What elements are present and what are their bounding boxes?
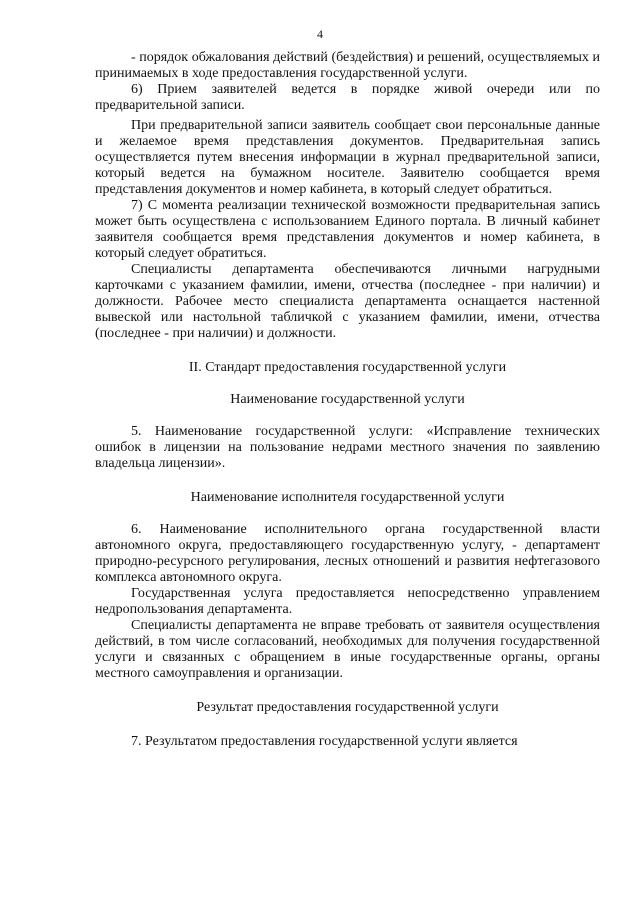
paragraph-6: 6. Наименование исполнительного органа государственной власти автономного округа, предоставляющего государственную услугу, - департамент природно-ресурсного регулирования, лесных отношений и развития нефтегазового комплекса автономного округа. [95, 522, 600, 585]
paragraph-direct: Государственная услуга предоставляется непосредственно управлением недропользования департамента. [95, 586, 600, 617]
page-number: 4 [317, 27, 323, 41]
paragraph-portal: 7) С момента реализации технической возможности предварительная запись может быть осуществлена с использованием Единого портала. В личный кабинет заявителя сообщается время представления документов и номер кабинета, в который следует обратиться. [95, 198, 600, 261]
paragraph-appeal: - порядок обжалования действий (бездействия) и решений, осуществляемых и принимаемых в ходе предоставления государственной услуги. [95, 50, 600, 81]
paragraph-badges: Специалисты департамента обеспечиваются личными нагрудными карточками с указанием фамилии, имени, отчества (последнее - при наличии) и должности. Рабочее место специалиста департамента оснащается настенной вывеской или настольной табличкой с указанием фамилии, имени, отчества (последнее - при наличии) и должности. [95, 262, 600, 341]
paragraph-7: 7. Результатом предоставления государственной услуги является [131, 734, 518, 749]
paragraph-pre-registration: При предварительной записи заявитель сообщает свои персональные данные и желаемое время представления документов. Предварительная запись осуществляется путем внесения информации в журнал предварительной записи, который ведется на бумажном носителе. Заявителю сообщается время представления документов и номер кабинета, в который следует обратиться. [95, 118, 600, 197]
heading-executor: Наименование исполнителя государственной услуги [190, 490, 505, 505]
paragraph-prohibit: Специалисты департамента не вправе требовать от заявителя осуществления действий, в том числе согласований, необходимых для получения государственной услуги и связанных с обращением в иные государственные органы, органы местного самоуправления и организации. [95, 618, 600, 681]
paragraph-reception: 6) Прием заявителей ведется в порядке живой очереди или по предварительной записи. [95, 82, 600, 113]
heading-result: Результат предоставления государственной услуги [196, 700, 499, 715]
paragraph-5: 5. Наименование государственной услуги: «Исправление технических ошибок в лицензии на пользование недрами местного значения по заявлению владельца лицензии». [95, 424, 600, 471]
document-body [95, 50, 600, 750]
section-title: II. Стандарт предоставления государственной услуги [188, 360, 507, 375]
heading-service-name: Наименование государственной услуги [230, 392, 465, 407]
